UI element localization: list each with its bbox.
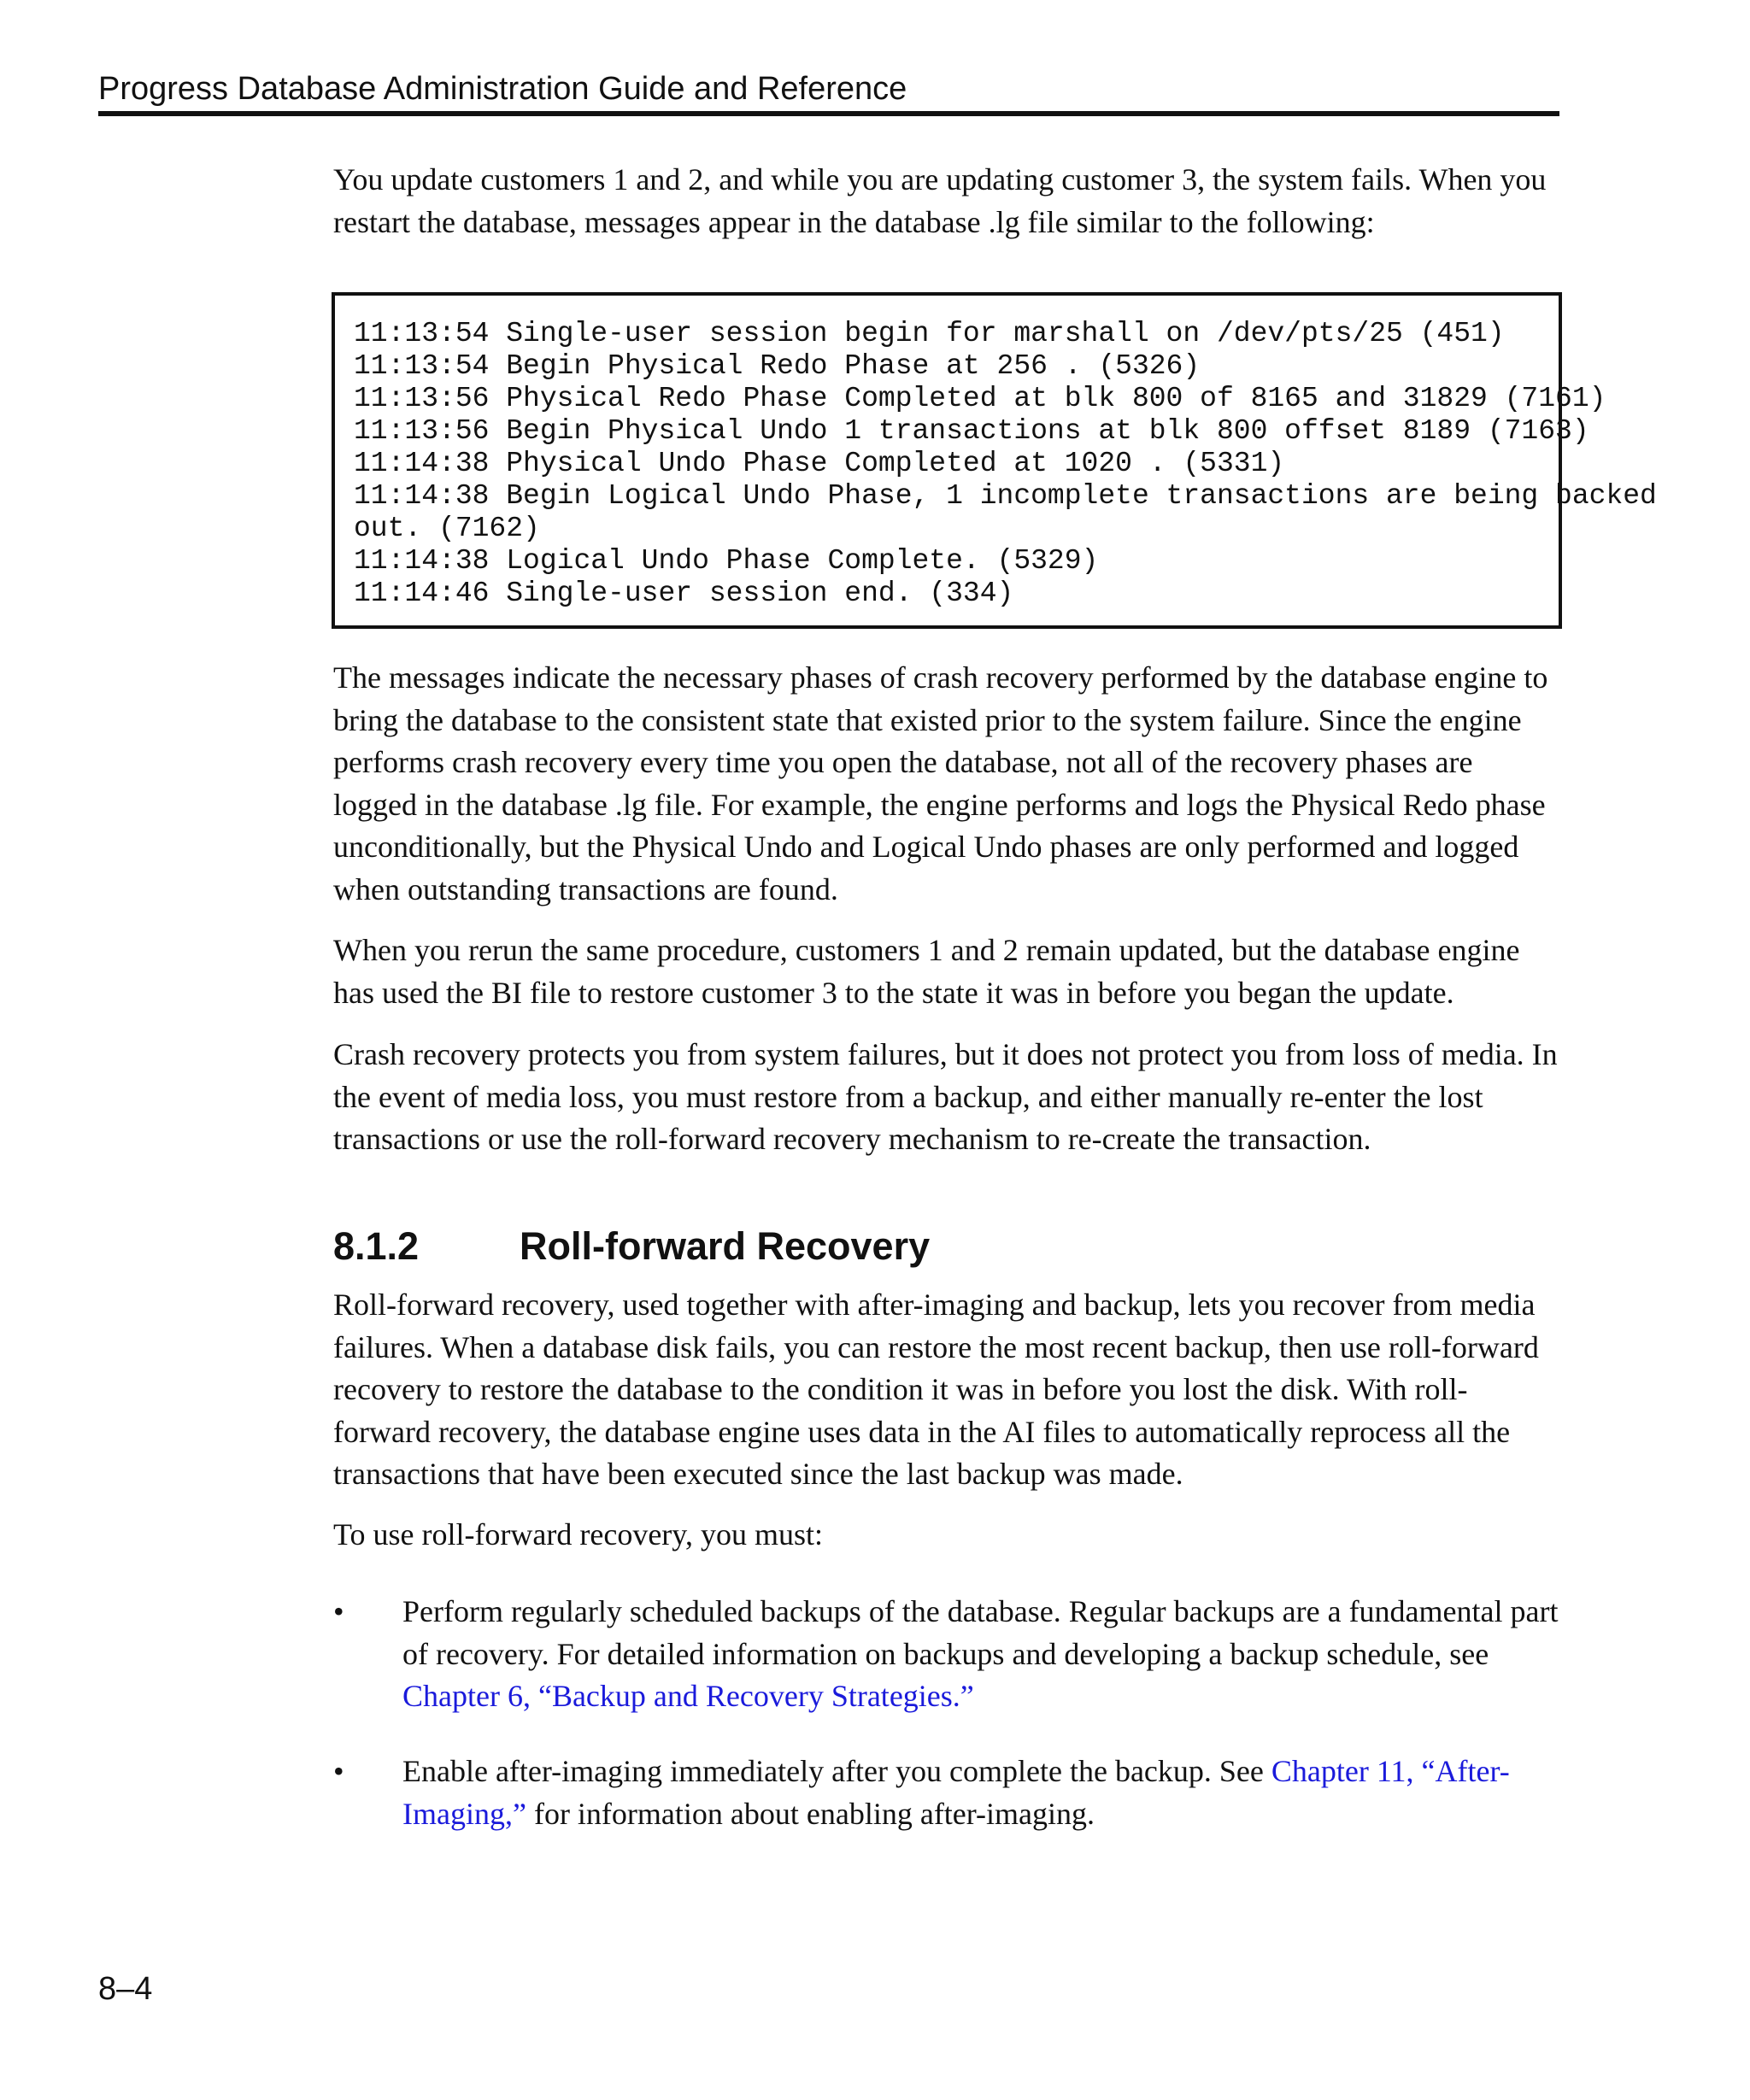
header-title: Progress Database Administration Guide and Reference — [98, 71, 907, 107]
page-header — [98, 67, 1559, 116]
media-paragraph: Crash recovery protects you from system failures, but it does not protect you from loss of media. In the event of media loss, you must restore from a backup, and either manually re-enter the lost transactions or use the roll-forward recovery mechanism to re-create the transaction. — [333, 1037, 1558, 1156]
log-line: 11:14:38 Begin Logical Undo Phase, 1 incomplete transactions are being backed — [354, 480, 1657, 512]
log-line: 11:13:56 Begin Physical Undo 1 transactions at blk 800 offset 8189 (7163) — [354, 415, 1589, 447]
log-code-block — [332, 292, 1657, 629]
chapter-11-link[interactable]: Chapter 11, “After-Imaging,” — [402, 1754, 1510, 1831]
section-title: Roll-forward Recovery — [520, 1224, 931, 1268]
section-number: 8.1.2 — [333, 1224, 420, 1268]
bullet-text: Perform regularly scheduled backups of the database. Regular backups are a fundamental part of recovery. For detailed information on backups and developing a backup schedule, see — [402, 1594, 1559, 1671]
rerun-paragraph: When you rerun the same procedure, customers 1 and 2 remain updated, but the database engine has used the BI file to restore customer 3 to the state it was in before you began the update. — [333, 933, 1520, 1010]
log-line: 11:14:38 Logical Undo Phase Complete. (5329) — [354, 545, 1099, 577]
log-line: 11:13:56 Physical Redo Phase Completed at blk 800 of 8165 and 31829 (7161) — [354, 383, 1606, 414]
bullet-marker: • — [333, 1594, 344, 1628]
page-number: 8–4 — [98, 1971, 153, 2007]
bullet-item-after-imaging — [402, 1751, 1565, 1835]
bullet-item-backups — [402, 1591, 1565, 1718]
log-line: 11:13:54 Begin Physical Redo Phase at 256 . (5326) — [354, 350, 1201, 382]
intro-paragraph: You update customers 1 and 2, and while you are updating customer 3, the system fails. When you restart the database, messages appear in the database .lg file similar to the following: — [333, 162, 1547, 239]
section-body-paragraph: Roll-forward recovery, used together with after-imaging and backup, lets you recover from media failures. When a database disk fails, you can restore the most recent backup, then use roll-forward recovery to restore the database to the condition it was in before you lost the disk. With roll-forward recovery, the database engine uses data in the AI files to automatically reprocess all the transactions that have been executed since the last backup was made. — [333, 1288, 1539, 1491]
log-line: 11:14:38 Physical Undo Phase Completed at 1020 . (5331) — [354, 448, 1285, 479]
bullet-text: Enable after-imaging immediately after you complete the backup. See — [402, 1754, 1271, 1788]
bullet-marker: • — [333, 1754, 344, 1788]
bullet-text-after: for information about enabling after-imaging. — [526, 1796, 1095, 1831]
log-line: out. (7162) — [354, 513, 540, 544]
chapter-6-link[interactable]: Chapter 6, “Backup and Recovery Strategies.” — [402, 1679, 974, 1713]
log-line: 11:14:46 Single-user session end. (334) — [354, 578, 1014, 609]
log-line: 11:13:54 Single-user session begin for marshall on /dev/pts/25 (451) — [354, 318, 1505, 349]
section-heading — [333, 1223, 930, 1270]
section-lead-paragraph: To use roll-forward recovery, you must: — [333, 1517, 823, 1552]
phases-paragraph: The messages indicate the necessary phases of crash recovery performed by the database engine to bring the database to the consistent state that existed prior to the system failure. Since the engine performs crash recovery every time you open the database, not all of the recovery phases are logged in the database .lg file. For example, the engine performs and logs the Physical Redo phase unconditionally, but the Physical Undo and Logical Undo phases are only performed and logged when outstanding transactions are found. — [333, 660, 1548, 906]
